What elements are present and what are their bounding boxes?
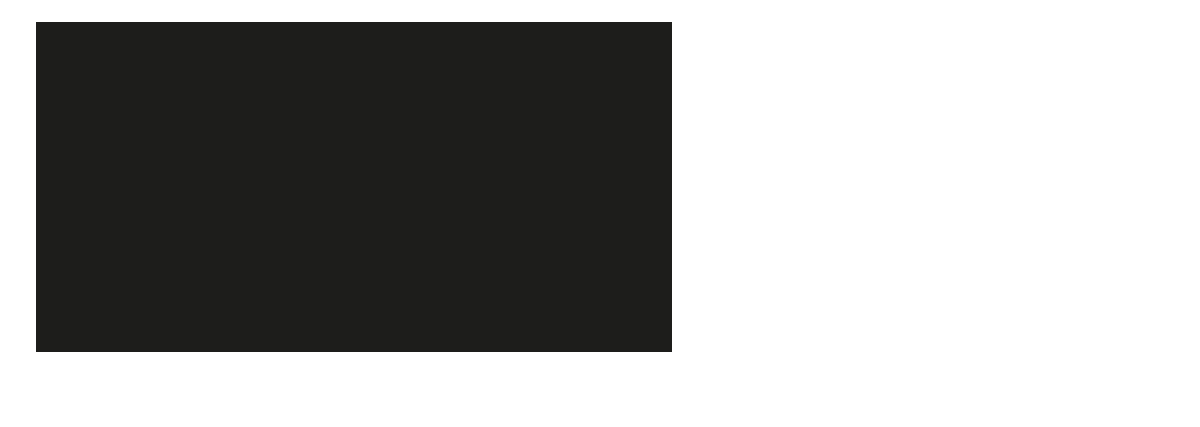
dark-panel: [36, 22, 672, 352]
